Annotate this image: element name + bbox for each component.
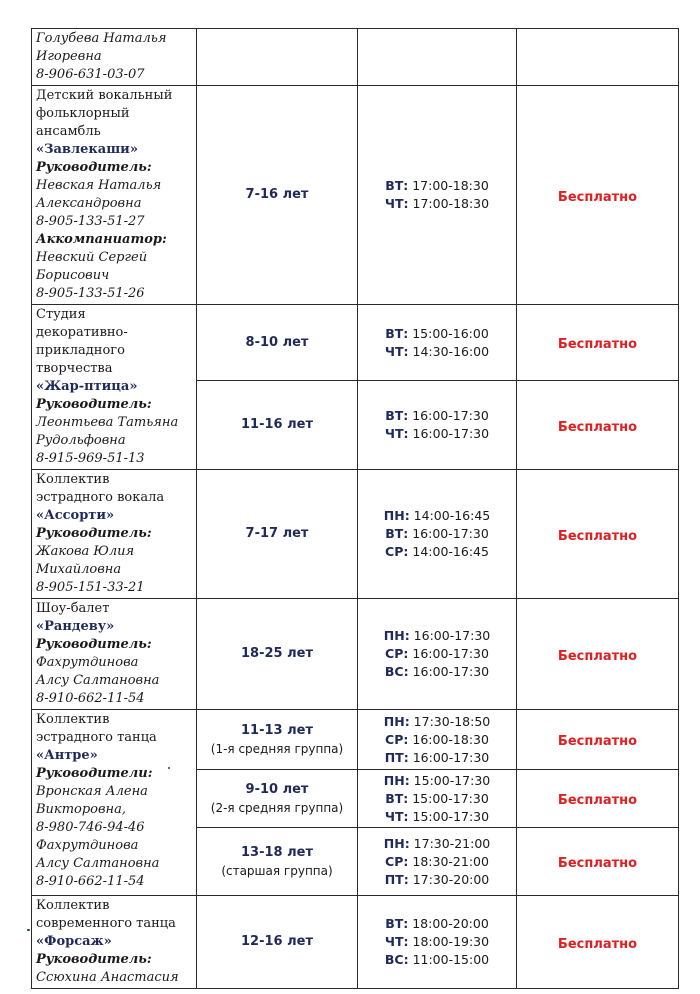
collective-name: «Ассорти»: [36, 508, 115, 523]
day-label: ВТ:: [385, 790, 409, 806]
collective-info-cell: [32, 599, 197, 710]
table-row: [32, 29, 679, 86]
age-cell: [197, 770, 358, 828]
age-range: 9-10 лет: [245, 781, 309, 797]
day-label: ЧТ:: [384, 196, 409, 211]
age-cell: [197, 86, 358, 305]
time-range: 16:00-17:30: [412, 664, 490, 679]
leader-phone: 8-915-969-51-13: [36, 451, 145, 466]
collective-type: фольклорный: [36, 106, 130, 121]
table-row: [32, 86, 679, 305]
collective-name: «Завлекаши»: [36, 142, 138, 157]
collective-info-cell: [32, 305, 197, 470]
table-row: [32, 470, 679, 599]
schedule-line: [358, 543, 516, 561]
schedule-line: [358, 772, 516, 790]
time-range: 18:00-20:00: [412, 916, 489, 931]
age-range: 7-16 лет: [245, 187, 309, 202]
collective-type: Детский вокальный: [36, 88, 173, 103]
price-cell: [517, 305, 679, 381]
price-label: Бесплатно: [557, 734, 638, 749]
schedule-line: [358, 871, 516, 889]
price-label: Бесплатно: [557, 337, 638, 353]
schedule-line: [358, 645, 516, 663]
leader-phone: 8-905-151-33-21: [36, 580, 145, 595]
price-cell: [517, 710, 679, 770]
schedule-cell: [358, 29, 517, 86]
day-label: ЧТ:: [384, 343, 409, 359]
price-label: Бесплатно: [557, 793, 638, 808]
collective-info-cell: [32, 29, 197, 86]
time-range: 14:00-16:45: [412, 544, 489, 559]
schedule-cell: [358, 86, 517, 305]
day-label: ВТ:: [385, 408, 409, 424]
collective-info-cell: [32, 86, 197, 305]
price-label: Бесплатно: [557, 419, 638, 435]
day-label: ПН:: [383, 628, 410, 643]
collective-info-cell: [32, 896, 197, 989]
schedule-line: [358, 790, 516, 808]
collective-type: эстрадного танца: [36, 730, 157, 745]
time-range: 17:30-20:00: [412, 871, 490, 887]
day-label: СР:: [385, 646, 409, 661]
time-range: 14:00-16:45: [413, 508, 491, 523]
collective-name: «Антре»: [36, 748, 98, 763]
leader-name: Голубева Наталья: [36, 31, 167, 46]
time-range: 17:30-21:00: [413, 835, 491, 851]
role-label: Руководитель:: [36, 952, 152, 967]
time-range: 16:00-17:30: [412, 646, 489, 661]
leader-phone: 8-906-631-03-07: [36, 67, 145, 82]
time-range: 11:00-15:00: [412, 952, 490, 967]
collective-type: прикладного: [36, 343, 125, 358]
price-cell: [517, 470, 679, 599]
time-range: 17:00-18:30: [412, 196, 490, 211]
schedule-cell: [358, 828, 517, 896]
collective-type: современного танца: [36, 916, 176, 931]
collective-type: декоративно-: [36, 325, 128, 340]
day-label: СР:: [385, 544, 409, 559]
time-range: 18:00-19:30: [412, 934, 490, 949]
leader-name: Фахрутдинова: [36, 838, 139, 853]
schedule-cell: [358, 896, 517, 989]
day-label: ВТ:: [385, 325, 409, 341]
role-label: Аккомпаниатор:: [36, 232, 167, 247]
table-row: [32, 896, 679, 989]
price-cell: [517, 770, 679, 828]
age-range: 12-16 лет: [241, 934, 313, 949]
schedule-line: [358, 195, 516, 213]
schedule-line: [358, 343, 516, 361]
collective-name: «Жар-птица»: [36, 379, 138, 394]
schedule-line: [358, 835, 516, 853]
schedule-line: [358, 951, 516, 969]
day-label: ЧТ:: [384, 426, 409, 442]
day-label: ВС:: [384, 664, 409, 679]
leader-name: Фахрутдинова: [36, 655, 139, 670]
time-range: 17:00-18:30: [412, 178, 489, 193]
schedule-cell: [358, 599, 517, 710]
price-cell: [517, 828, 679, 896]
leader-name: Вронская Алена: [36, 784, 148, 799]
time-range: 16:00-17:30: [412, 749, 490, 765]
schedule-line: [358, 525, 516, 543]
age-cell: [197, 470, 358, 599]
group-label: (старшая группа): [221, 863, 333, 878]
schedule-cell: [358, 470, 517, 599]
table-row: [32, 599, 679, 710]
age-cell: [197, 381, 358, 470]
leader-patronymic: Михайловна: [36, 562, 122, 577]
schedule-line: [358, 853, 516, 871]
scan-speck: [168, 767, 170, 769]
age-range: 11-13 лет: [241, 722, 313, 738]
schedule-line: [358, 713, 516, 731]
time-range: 18:30-21:00: [412, 853, 489, 869]
leader-patronymic: Алсу Салтановна: [36, 673, 160, 688]
price-label: Бесплатно: [557, 528, 638, 544]
schedule-line: [358, 425, 516, 443]
schedule-cell: [358, 770, 517, 828]
leader-patronymic: Рудольфовна: [36, 433, 126, 448]
time-range: 16:00-17:30: [412, 408, 489, 424]
time-range: 16:00-17:30: [412, 526, 489, 541]
price-cell: [517, 896, 679, 989]
price-label: Бесплатно: [557, 936, 638, 952]
group-label: (1-я средняя группа): [210, 741, 344, 756]
collective-name: «Рандеву»: [36, 619, 115, 634]
collective-type: ансамбль: [36, 124, 101, 139]
age-cell: [197, 896, 358, 989]
age-range: 7-17 лет: [245, 526, 309, 541]
day-label: ЧТ:: [384, 808, 409, 824]
schedule-line: [358, 808, 516, 826]
day-label: СР:: [385, 853, 409, 869]
scan-speck: [27, 929, 30, 931]
leader-patronymic: Алсу Салтановна: [36, 856, 160, 871]
leader-phone: 8-910-662-11-54: [36, 691, 145, 706]
price-cell: [517, 599, 679, 710]
leader-phone: 8-905-133-51-27: [36, 214, 145, 229]
day-label: ПН:: [383, 772, 410, 788]
price-label: Бесплатно: [557, 856, 638, 871]
price-cell: [517, 381, 679, 470]
price-label: Бесплатно: [557, 648, 638, 664]
schedule-line: [358, 933, 516, 951]
schedule-line: [358, 325, 516, 343]
schedule-line: [358, 507, 516, 525]
leader-name: Леонтьева Татьяна: [36, 415, 179, 430]
day-label: ВС:: [384, 952, 409, 967]
schedule-cell: [358, 305, 517, 381]
table-row: [32, 710, 679, 770]
age-cell: [197, 305, 358, 381]
accompanist-name: Невский Сергей: [36, 250, 148, 265]
age-range: 13-18 лет: [241, 844, 313, 860]
day-label: ВТ:: [385, 178, 409, 193]
collective-type: Коллектив: [36, 898, 110, 913]
collective-info-cell: [32, 710, 197, 896]
leader-name: Жакова Юлия: [36, 544, 135, 559]
table-row: [32, 305, 679, 381]
schedule-line: [358, 915, 516, 933]
time-range: 16:00-17:30: [412, 426, 490, 442]
day-label: ПТ:: [384, 749, 409, 765]
collective-name: «Форсаж»: [36, 934, 112, 949]
leader-patronymic: Александровна: [36, 196, 142, 211]
collective-type: Студия: [36, 307, 86, 322]
time-range: 15:00-17:30: [412, 790, 489, 806]
time-range: 17:30-18:50: [413, 713, 491, 729]
time-range: 15:00-17:30: [412, 808, 490, 824]
accompanist-phone: 8-905-133-51-26: [36, 286, 145, 301]
time-range: 14:30-16:00: [412, 343, 490, 359]
schedule-line: [358, 627, 516, 645]
collective-info-cell: [32, 470, 197, 599]
collective-type: эстрадного вокала: [36, 490, 165, 505]
time-range: 16:00-17:30: [413, 628, 491, 643]
age-range: 11-16 лет: [241, 417, 313, 433]
collective-type: Коллектив: [36, 712, 110, 727]
leader-phone: 8-910-662-11-54: [36, 874, 145, 889]
schedule-line: [358, 407, 516, 425]
day-label: ВТ:: [385, 916, 409, 931]
schedule-line: [358, 749, 516, 767]
schedule-line: [358, 663, 516, 681]
role-label: Руководитель:: [36, 397, 152, 412]
schedule-line: [358, 177, 516, 195]
leader-phone: 8-980-746-94-46: [36, 820, 145, 835]
age-range: 18-25 лет: [241, 646, 313, 661]
age-range: 8-10 лет: [245, 334, 309, 350]
schedule-line: [358, 731, 516, 749]
group-label: (2-я средняя группа): [210, 800, 344, 815]
collective-type: творчества: [36, 361, 113, 376]
age-cell: [197, 599, 358, 710]
age-cell: [197, 828, 358, 896]
day-label: ПН:: [383, 508, 410, 523]
day-label: ЧТ:: [384, 934, 409, 949]
time-range: 15:00-17:30: [413, 772, 491, 788]
time-range: 16:00-18:30: [412, 731, 489, 747]
role-label: Руководитель:: [36, 526, 152, 541]
age-cell: [197, 710, 358, 770]
accompanist-patronymic: Борисович: [36, 268, 110, 283]
role-label: Руководители:: [36, 766, 153, 781]
role-label: Руководитель:: [36, 160, 152, 175]
age-cell: [197, 29, 358, 86]
role-label: Руководитель:: [36, 637, 152, 652]
time-range: 15:00-16:00: [412, 325, 489, 341]
price-label: Бесплатно: [557, 189, 638, 205]
day-label: ПН:: [383, 713, 410, 729]
price-cell: [517, 86, 679, 305]
schedule-table: [31, 28, 679, 989]
day-label: ПТ:: [384, 871, 409, 887]
leader-name: Невская Наталья: [36, 178, 162, 193]
day-label: ПН:: [383, 835, 410, 851]
leader-patronymic: Игоревна: [36, 49, 102, 64]
day-label: СР:: [385, 731, 409, 747]
collective-type: Шоу-балет: [36, 601, 110, 616]
leader-patronymic: Викторовна,: [36, 802, 127, 817]
price-cell: [517, 29, 679, 86]
day-label: ВТ:: [385, 526, 409, 541]
schedule-cell: [358, 710, 517, 770]
leader-name: Ссюхина Анастасия: [36, 970, 179, 985]
collective-type: Коллектив: [36, 472, 110, 487]
schedule-cell: [358, 381, 517, 470]
